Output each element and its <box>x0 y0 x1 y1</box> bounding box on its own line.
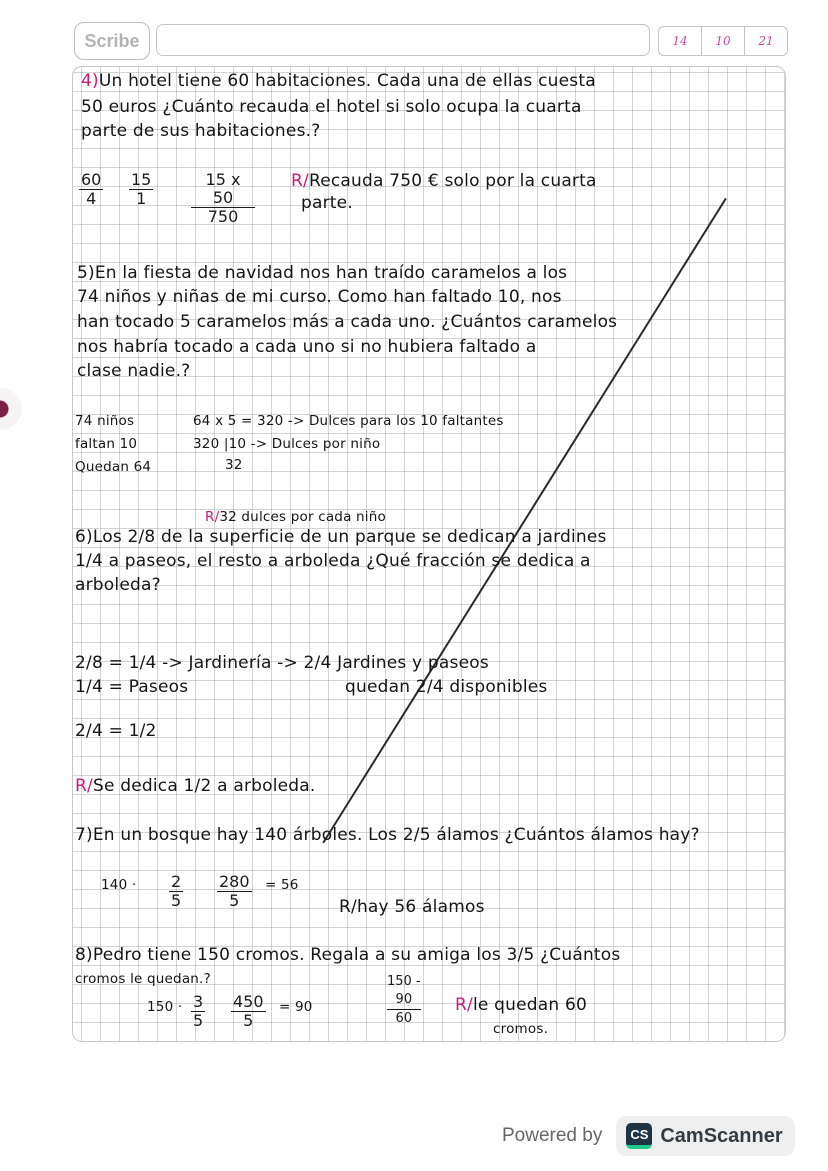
answer-text: 32 dulces por cada niño <box>219 509 386 525</box>
binder-hole-mark <box>0 388 22 430</box>
camscanner-badge[interactable] <box>616 1116 794 1156</box>
answer-mark: R/ <box>291 171 309 191</box>
powered-by-label: Powered by <box>502 1125 603 1146</box>
data-line: 74 niños <box>75 413 135 429</box>
camscanner-name: CamScanner <box>660 1124 783 1147</box>
statement-line: Pedro tiene 150 cromos. Regala a su amiga los 3/5 ¿Cuántos <box>92 945 621 965</box>
statement-line: clase nadie.? <box>77 361 191 381</box>
statement-line: 50 euros ¿Cuánto recauda el hotel si solo ocupa la cuarta <box>81 97 582 117</box>
date-month: 10 <box>702 27 745 55</box>
answer-text: Recauda 750 € solo por la cuarta <box>308 171 597 191</box>
answer-mark: R/ <box>75 776 93 796</box>
statement-line: En la fiesta de navidad nos han traído caramelos a los <box>94 263 568 283</box>
answer-mark: R/ <box>205 509 220 525</box>
work-line: 2/4 = 1/2 <box>75 721 157 741</box>
scribe-logo: Scribe <box>74 22 150 60</box>
work-line: 2/8 = 1/4 -> Jardinería -> 2/4 Jardines y paseos <box>75 653 489 673</box>
work-line: 32 <box>225 457 243 473</box>
grid-sheet: 4)Un hotel tiene 60 habitaciones. Cada una de ellas cuesta 50 euros ¿Cuánto recauda el hotel si solo ocupa la cuarta parte de sus habitaciones.? $\frac{60}{4}$ $\frac{15}{1}$ 15 x 50 750 R/Recauda 750 € solo por la cuarta parte. 5)En la fiesta de navidad nos han traído caramelos a los 74 niños y niñas de mi curso. Como han faltado 10, nos han tocado 5 caramelos más a cada uno. ¿Cuántos caramelos nos habría tocado a cada uno si no hubiera faltado a clase nadie.? 74 niños faltan 10 Quedan 64 64 x 5 = 320 -> Dulces para los 10 faltantes 320 |10 -> Dulces por niño 32 R/32 dulces por cada niño 6)Los 2/8 de la superficie de un parque se dedican a jardines 1/4 a paseos, el resto a arboleda ¿Qué fracción se dedica a arboleda? 2/8 = 1/4 -> Jardinería -> 2/4 Jardines y paseos 1/4 = Paseos quedan 2/4 disponibles 2/4 = 1/2 R/Se dedica 1/2 a arboleda. 7)En un bosque hay 140 árboles. Los 2/5 álamos ¿Cuántos álamos hay? 140 · $\frac{2}{5}$ $\frac{280}{5}$ = 56 R/hay 56 álamos 8)Pedro tiene 150 cromos. Regala a su amiga los 3/5 ¿Cuántos cromos le quedan.? 150 · $\frac{3}{5}$ $\frac{450}{5}$ = 90 150 - 90 60 R/le quedan 60 cromos. <box>72 66 786 1042</box>
statement-line: 1/4 a paseos, el resto a arboleda ¿Qué fracción se dedica a <box>75 551 591 571</box>
statement-line: arboleda? <box>75 575 161 595</box>
work-line: 1/4 = Paseos <box>75 677 189 697</box>
statement-line: En un bosque hay 140 árboles. Los 2/5 álamos ¿Cuántos álamos hay? <box>92 825 700 845</box>
work-lhs: 140 · <box>101 877 137 893</box>
answer-text: parte. <box>301 193 353 213</box>
page-header <box>74 22 786 58</box>
work-line: 64 x 5 = 320 -> Dulces para los 10 faltantes <box>193 413 504 429</box>
statement-line: nos habría tocado a cada uno si no hubiera faltado a <box>77 337 537 357</box>
data-line: faltan 10 <box>75 436 138 452</box>
work-line: 320 |10 -> Dulces por niño <box>193 436 381 452</box>
fraction: $\frac{280}{5}$ <box>219 872 250 910</box>
answer-text: cromos. <box>493 1021 549 1037</box>
work-result: = 56 <box>265 877 299 893</box>
camscanner-logo-icon: CS <box>626 1123 652 1149</box>
statement-line: parte de sus habitaciones.? <box>81 121 321 141</box>
statement-line: han tocado 5 caramelos más a cada uno. ¿Cuántos caramelos <box>77 312 618 332</box>
statement-line: Los 2/8 de la superficie de un parque se dedican a jardines <box>92 527 607 547</box>
multiplication: 15 x 50 750 <box>191 171 255 226</box>
statement-line: 74 niños y niñas de mi curso. Como han faltado 10, nos <box>77 287 562 307</box>
answer-text: hay 56 álamos <box>356 897 485 917</box>
fraction: $\frac{15}{1}$ <box>131 170 152 208</box>
date-box <box>658 26 788 56</box>
camscanner-watermark <box>502 1115 795 1157</box>
fraction: $\frac{3}{5}$ <box>193 992 204 1030</box>
data-line: Quedan 64 <box>75 459 152 475</box>
subtraction: 150 - 90 60 <box>387 974 421 1026</box>
date-year: 21 <box>758 34 774 48</box>
fraction: $\frac{2}{5}$ <box>171 872 182 910</box>
answer-mark: R/ <box>455 995 473 1015</box>
date-day: 14 <box>659 27 702 55</box>
answer-mark: R/ <box>339 897 357 917</box>
fraction: $\frac{60}{4}$ <box>81 170 102 208</box>
answer-text: le quedan 60 <box>472 995 587 1015</box>
fraction: $\frac{450}{5}$ <box>233 992 264 1030</box>
work-line: quedan 2/4 disponibles <box>345 677 548 697</box>
statement-line: Un hotel tiene 60 habitaciones. Cada una de ellas cuesta <box>98 71 596 91</box>
problem-number: 4) <box>81 71 99 91</box>
answer-text: Se dedica 1/2 a arboleda. <box>92 776 316 796</box>
work-result: = 90 <box>279 999 313 1015</box>
title-field <box>156 24 650 56</box>
statement-line: cromos le quedan.? <box>75 971 211 987</box>
work-lhs: 150 · <box>147 999 183 1015</box>
